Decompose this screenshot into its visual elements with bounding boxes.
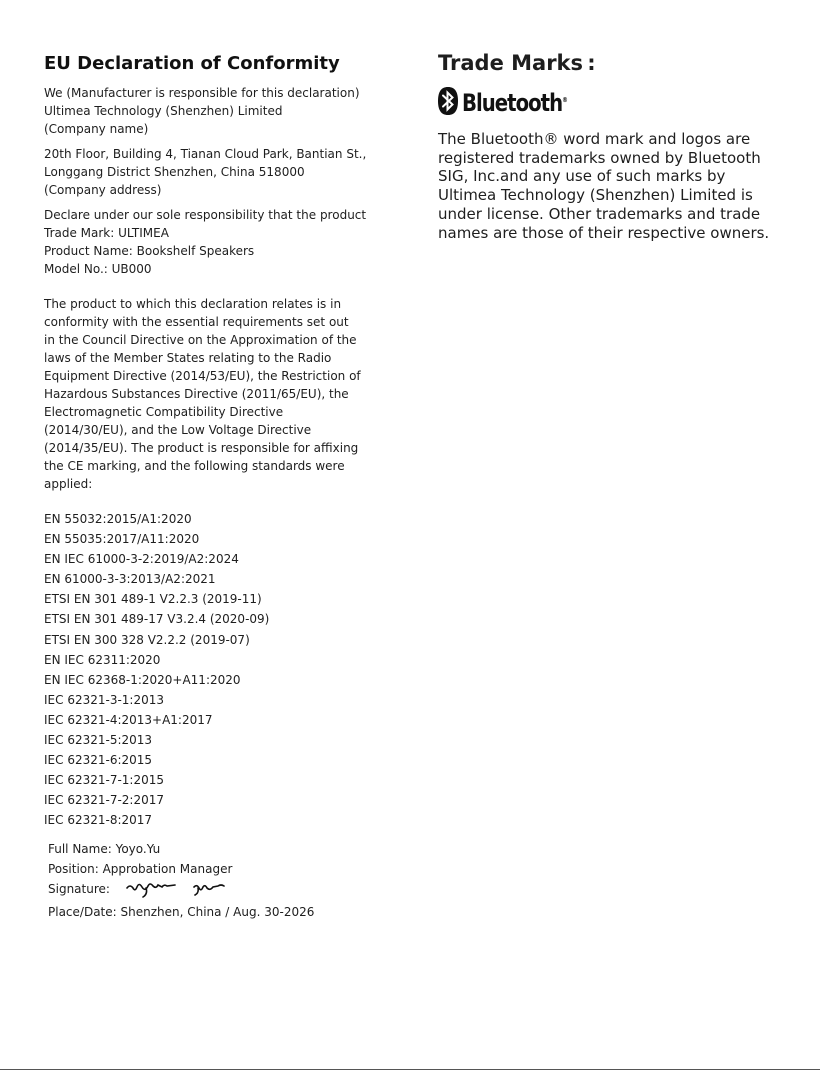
standard-item: IEC 62321-3-1:2013 [44, 692, 164, 707]
manufacturer-line: We (Manufacturer is responsible for this declaration) [44, 86, 360, 100]
conformity-line: Equipment Directive (2014/53/EU), the Restriction of [44, 369, 361, 383]
conformity-line: conformity with the essential requirements set out [44, 315, 349, 329]
bluetooth-logo [438, 84, 788, 118]
conformity-line: Hazardous Substances Directive (2011/65/EU), the [44, 387, 349, 401]
standards-list [44, 509, 406, 831]
standard-item: ETSI EN 301 489-1 V2.2.3 (2019-11) [44, 592, 262, 607]
conformity-line: Electromagnetic Compatibility Directive [44, 405, 284, 419]
declaration-title: EU Declaration of Conformity [44, 53, 340, 74]
address-line: 20th Floor, Building 4, Tianan Cloud Park, Bantian St., [44, 147, 367, 161]
product-line: Declare under our sole responsibility that the product [44, 208, 367, 222]
standard-item: EN IEC 62311:2020 [44, 652, 161, 667]
manufacturer-block [44, 84, 406, 138]
address-line: Longgang District Shenzhen, China 518000 [44, 165, 305, 179]
standard-item: IEC 62321-6:2015 [44, 753, 153, 768]
signature-row [48, 879, 408, 899]
standard-item: EN IEC 61000-3-2:2019/A2:2024 [44, 552, 239, 567]
manufacturer-line: Ultimea Technology (Shenzhen) Limited [44, 104, 283, 118]
standard-item: IEC 62321-7-2:2017 [44, 793, 164, 808]
place-date: Place/Date: Shenzhen, China / Aug. 30-2026 [48, 904, 315, 919]
standard-item: ETSI EN 300 328 V2.2.2 (2019-07) [44, 632, 250, 647]
standard-item: IEC 62321-8:2017 [44, 813, 153, 828]
standard-item: IEC 62321-5:2013 [44, 733, 153, 748]
trademark-line: names are those of their respective owners. [438, 223, 770, 242]
position: Position: Approbation Manager [48, 861, 233, 876]
conformity-line: the CE marking, and the following standards were [44, 459, 345, 473]
conformity-line: The product to which this declaration relates is in [44, 297, 342, 311]
trademark-line: SIG, Inc.and any use of such marks by [438, 167, 726, 186]
standard-item: EN IEC 62368-1:2020+A11:2020 [44, 672, 241, 687]
product-line: Model No.: UB000 [44, 262, 152, 276]
manufacturer-line: (Company name) [44, 122, 149, 136]
conformity-line: (2014/35/EU). The product is responsible for affixing [44, 441, 359, 455]
declaration-column [44, 52, 406, 831]
product-block [44, 206, 406, 278]
trademarks-title: Trade Marks : [438, 51, 596, 75]
bluetooth-icon [438, 87, 458, 115]
product-line: Product Name: Bookshelf Speakers [44, 244, 255, 258]
product-line: Trade Mark: ULTIMEA [44, 226, 169, 240]
conformity-line: laws of the Member States relating to the Radio [44, 351, 332, 365]
signoff-block [48, 840, 408, 922]
address-line: (Company address) [44, 183, 162, 197]
conformity-line: (2014/30/EU), and the Low Voltage Directive [44, 423, 312, 437]
trademark-line: The Bluetooth® word mark and logos are [438, 130, 751, 148]
trademark-line: registered trademarks owned by Bluetooth [438, 148, 761, 167]
standard-item: IEC 62321-7-1:2015 [44, 773, 164, 788]
trademark-line: Ultimea Technology (Shenzhen) Limited is [438, 186, 753, 205]
standard-item: EN 55035:2017/A11:2020 [44, 532, 200, 547]
bottom-rule [0, 1069, 820, 1070]
standard-item: ETSI EN 301 489-17 V3.2.4 (2020-09) [44, 612, 270, 627]
signature-label: Signature: [48, 881, 110, 896]
trademarks-text [438, 130, 788, 242]
conformity-line: applied: [44, 477, 93, 491]
standard-item: IEC 62321-4:2013+A1:2017 [44, 712, 213, 727]
address-block [44, 145, 406, 199]
conformity-block [44, 295, 406, 493]
standard-item: EN 61000-3-3:2013/A2:2021 [44, 572, 216, 587]
signature-graphic [124, 879, 234, 899]
trademarks-column [438, 50, 788, 242]
conformity-line: in the Council Directive on the Approximation of the [44, 333, 357, 347]
trademark-line: under license. Other trademarks and trade [438, 204, 761, 223]
full-name: Full Name: Yoyo.Yu [48, 842, 161, 856]
standard-item: EN 55032:2015/A1:2020 [44, 512, 192, 526]
bluetooth-wordmark: Bluetooth® [462, 88, 567, 117]
